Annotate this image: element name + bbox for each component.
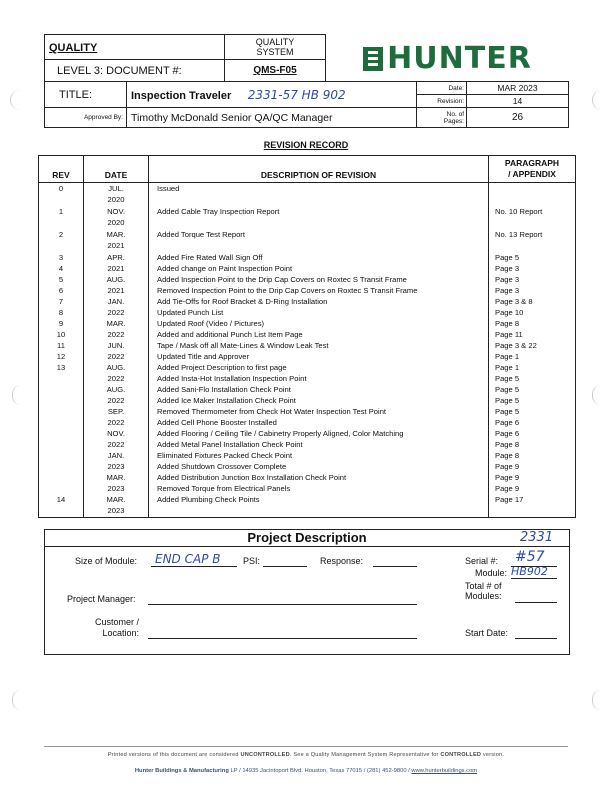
revision-date-cell: JUN. (84, 340, 149, 351)
revision-date-cell: SEP. (84, 406, 149, 417)
revision-row (39, 263, 576, 274)
revision-date-cell: 2022 (84, 395, 149, 406)
website-link[interactable]: www.hunterbuildings.com (411, 768, 478, 774)
revision-paragraph-cell: No. 13 Report (495, 230, 543, 239)
scan-mark (592, 90, 603, 110)
revision-date-cell: 2021 (84, 263, 149, 274)
revision-rev-cell (39, 472, 84, 483)
logo-text: HUNTER (387, 40, 532, 76)
revision-date-cell: JUL. 2020 (84, 183, 149, 207)
revision-row (39, 395, 576, 406)
title-handwritten: 2331-57 HB 902 (247, 87, 346, 102)
revision-description-cell: Added Inspection Point to the Drip Cap Covers on Roxtec S Transit Frame (149, 274, 489, 285)
revision-paragraph-cell: Page 17 (495, 495, 524, 504)
revision-description-cell: Added and additional Punch List Item Page (149, 329, 489, 340)
project-description-box (44, 529, 570, 655)
revision-paragraph-cell: Page 3 (495, 286, 520, 295)
revision-date-cell: 2023 (84, 461, 149, 472)
revision-paragraph-cell: Page 5 (495, 396, 520, 405)
revision-rev-cell (39, 439, 84, 450)
module-value: HB902 (511, 565, 548, 578)
revision-paragraph-cell: Page 1 (495, 363, 520, 372)
revision-row (39, 373, 576, 384)
revision-rev-cell: 13 (39, 362, 84, 373)
doc-number: QMS-F05 (225, 60, 326, 82)
revision-rev-cell: 12 (39, 351, 84, 362)
revision-table (38, 155, 576, 518)
col-description: DESCRIPTION OF REVISION (149, 156, 489, 183)
revision-date-cell: JAN. (84, 450, 149, 461)
revision-paragraph-cell: Page 3 (495, 264, 520, 273)
scan-mark (12, 690, 21, 710)
revision-row (39, 439, 576, 450)
revision-date-cell: APR. (84, 252, 149, 263)
revision-rev-cell (39, 406, 84, 417)
revision-description-cell: Added Ice Maker Installation Check Point (149, 395, 489, 406)
revision-paragraph-cell: Page 10 (495, 308, 524, 317)
revision-date-cell: AUG. (84, 384, 149, 395)
revision-rev-cell: 0 (39, 183, 84, 207)
footer-rule (44, 746, 568, 747)
revision-row (39, 183, 576, 207)
col-rev: REV (39, 156, 84, 183)
revision-description-cell: Added Metal Panel Installation Check Point (149, 439, 489, 450)
revision-rev-cell: 6 (39, 285, 84, 296)
revision-rev-cell (39, 373, 84, 384)
revision-description-cell: Add Tie-Offs for Roof Bracket & D-Ring Installation (149, 296, 489, 307)
revision-paragraph-cell: Page 11 (495, 330, 523, 339)
revision-label: Revision: (417, 95, 467, 108)
pages-label: No. of Pages: (417, 108, 467, 128)
col-paragraph: PARAGRAPH / APPENDIX (489, 156, 576, 183)
revision-description-cell: Eliminated Fixtures Packed Check Point (149, 450, 489, 461)
revision-row (39, 274, 576, 285)
revision-date-cell: MAR. (84, 318, 149, 329)
revision-row (39, 472, 576, 483)
revision-row (39, 329, 576, 340)
revision-rev-cell (39, 395, 84, 406)
revision-description-cell: Added Cable Tray Inspection Report (149, 206, 489, 229)
revision-date-cell: 2022 (84, 329, 149, 340)
revision-date-cell: 2023 (84, 483, 149, 494)
revision-row (39, 229, 576, 252)
revision-date-cell: 2022 (84, 417, 149, 428)
revision-date-cell: NOV. 2020 (84, 206, 149, 229)
revision-paragraph-cell: Page 8 (495, 451, 520, 460)
revision-paragraph-cell: Page 9 (495, 462, 520, 471)
revision-paragraph-cell: Page 3 & 8 (495, 297, 533, 306)
date-label: Date: (417, 82, 467, 95)
revision-rev-cell: 7 (39, 296, 84, 307)
revision-description-cell: Updated Title and Approver (149, 351, 489, 362)
revision-paragraph-cell: Page 9 (495, 484, 520, 493)
title-value: Inspection Traveler (131, 89, 232, 102)
revision-rev-cell (39, 384, 84, 395)
revision-rev-cell: 5 (39, 274, 84, 285)
revision-date-cell: MAR. (84, 472, 149, 483)
revision-description-cell: Updated Roof (Video / Pictures) (149, 318, 489, 329)
revision-row (39, 285, 576, 296)
total-modules-label: Total # of Modules: (465, 581, 502, 601)
revision-description-cell: Removed Inspection Point to the Drip Cap Covers on Roxtec S Transit Frame (149, 285, 489, 296)
revision-description-cell: Added Shutdown Crossover Complete (149, 461, 489, 472)
revision-value: 14 (467, 95, 569, 108)
revision-rev-cell: 2 (39, 229, 84, 252)
quality-system-label: QUALITY SYSTEM (225, 35, 326, 60)
revision-date-cell: 2022 (84, 307, 149, 318)
revision-paragraph-cell: Page 5 (495, 374, 520, 383)
project-manager-field[interactable] (148, 604, 417, 605)
project-title: Project Description (45, 530, 569, 547)
revision-date-cell: AUG. (84, 362, 149, 373)
revision-date-cell: MAR. 2023 (84, 494, 149, 518)
revision-row (39, 307, 576, 318)
revision-row (39, 450, 576, 461)
revision-description-cell: Added Flooring / Ceiling Tile / Cabinetry Properly Aligned, Color Matching (149, 428, 489, 439)
revision-description-cell: Added Fire Rated Wall Sign Off (149, 252, 489, 263)
hunter-logo-icon (363, 47, 383, 71)
revision-paragraph-cell: Page 5 (495, 253, 520, 262)
revision-paragraph-cell: Page 5 (495, 407, 520, 416)
revision-row (39, 406, 576, 417)
revision-description-cell: Updated Punch List (149, 307, 489, 318)
revision-row (39, 384, 576, 395)
header-block (44, 34, 569, 128)
revision-row (39, 351, 576, 362)
size-value: END CAP B (155, 552, 221, 566)
scan-mark (592, 690, 601, 710)
footer-address: Hunter Buildings & Manufacturing LP / 14935 Jacintoport Blvd. Houston, Texas 77015 / (281) 452-9800 / www.hunterbuildings.com (134, 768, 478, 774)
psi-field[interactable] (263, 566, 307, 567)
revision-description-cell: Issued (149, 183, 489, 207)
scan-mark (592, 385, 601, 405)
revision-paragraph-cell: Page 6 (495, 418, 520, 427)
revision-date-cell: 2022 (84, 373, 149, 384)
revision-rev-cell: 8 (39, 307, 84, 318)
revision-paragraph-cell: Page 9 (495, 473, 520, 482)
revision-paragraph-cell: Page 3 & 22 (495, 341, 537, 350)
revision-row (39, 252, 576, 263)
col-date: DATE (84, 156, 149, 183)
revision-rev-cell: 11 (39, 340, 84, 351)
customer-location-label: Customer / Location: (95, 617, 140, 638)
revision-paragraph-cell: No. 10 Report (495, 207, 543, 216)
date-value: MAR 2023 (467, 82, 569, 95)
revision-paragraph-cell: Page 3 (495, 275, 520, 284)
hunter-logo (326, 35, 570, 82)
revision-rev-cell: 14 (39, 494, 84, 518)
footer-notice: Printed versions of this document are considered UNCONTROLLED. See a Quality Management System Representative for CONTROLLED version. (107, 752, 505, 758)
handwritten-number: 2331 (520, 530, 554, 545)
revision-rev-cell: 3 (39, 252, 84, 263)
revision-description-cell: Added Cell Phone Booster Installed (149, 417, 489, 428)
revision-rev-cell (39, 428, 84, 439)
quality-label: QUALITY (49, 42, 98, 54)
revision-description-cell: Removed Torque from Electrical Panels (149, 483, 489, 494)
revision-date-cell: MAR. 2021 (84, 229, 149, 252)
revision-rev-cell (39, 417, 84, 428)
revision-row (39, 340, 576, 351)
revision-row (39, 417, 576, 428)
module-label: Module: (475, 568, 508, 578)
response-label: Response: (320, 556, 364, 566)
scan-mark (10, 90, 25, 110)
revision-description-cell: Removed Thermometer from Check Hot Water Inspection Test Point (149, 406, 489, 417)
revision-paragraph-cell: Page 1 (495, 352, 520, 361)
revision-date-cell: JAN. (84, 296, 149, 307)
revision-row (39, 318, 576, 329)
revision-description-cell: Tape / Mask off all Mate-Lines & Window Leak Test (149, 340, 489, 351)
scan-mark (12, 385, 21, 405)
revision-rev-cell: 4 (39, 263, 84, 274)
size-label: Size of Module: (75, 556, 138, 566)
revision-date-cell: 2022 (84, 351, 149, 362)
revision-rev-cell: 9 (39, 318, 84, 329)
size-field[interactable] (151, 566, 237, 567)
revision-row (39, 461, 576, 472)
revision-description-cell: Added Plumbing Check Points (149, 494, 489, 518)
approved-label: Approved By: (45, 108, 127, 128)
revision-row (39, 206, 576, 229)
revision-date-cell: NOV. (84, 428, 149, 439)
revision-paragraph-cell: Page 8 (495, 319, 520, 328)
title-label: TITLE: (45, 82, 127, 108)
revision-date-cell: AUG. (84, 274, 149, 285)
revision-row (39, 483, 576, 494)
serial-label: Serial #: (465, 556, 499, 566)
module-field[interactable] (511, 578, 557, 579)
revision-paragraph-cell: Page 5 (495, 385, 520, 394)
revision-date-cell: 2022 (84, 439, 149, 450)
total-modules-field[interactable] (515, 602, 557, 603)
response-field[interactable] (373, 566, 417, 567)
start-date-field[interactable] (515, 638, 557, 639)
revision-description-cell: Added Torque Test Report (149, 229, 489, 252)
revision-row (39, 428, 576, 439)
revision-row (39, 494, 576, 518)
pages-value: 26 (467, 108, 569, 128)
customer-location-field[interactable] (148, 638, 417, 639)
revision-record-title: REVISION RECORD (263, 140, 349, 150)
serial-value: #57 (515, 549, 545, 565)
revision-description-cell: Added Distribution Junction Box Installation Check Point (149, 472, 489, 483)
revision-rev-cell (39, 461, 84, 472)
revision-paragraph-cell: Page 8 (495, 440, 520, 449)
level-label: LEVEL 3: DOCUMENT #: (45, 60, 225, 82)
revision-rev-cell: 10 (39, 329, 84, 340)
start-date-label: Start Date: (465, 628, 509, 638)
approved-value: Timothy McDonald Senior QA/QC Manager (127, 108, 417, 128)
revision-rev-cell (39, 450, 84, 461)
revision-date-cell: 2021 (84, 285, 149, 296)
revision-paragraph-cell (489, 183, 576, 207)
revision-description-cell: Added Sani-Flo Installation Check Point (149, 384, 489, 395)
revision-description-cell: Added change on Paint Inspection Point (149, 263, 489, 274)
project-manager-label: Project Manager: (67, 594, 136, 604)
revision-rev-cell (39, 483, 84, 494)
revision-row (39, 362, 576, 373)
revision-description-cell: Added Insta-Hot Installation Inspection Point (149, 373, 489, 384)
revision-paragraph-cell: Page 6 (495, 429, 520, 438)
revision-description-cell: Added Project Description to first page (149, 362, 489, 373)
psi-label: PSI: (243, 556, 261, 566)
revision-row (39, 296, 576, 307)
revision-rev-cell: 1 (39, 206, 84, 229)
